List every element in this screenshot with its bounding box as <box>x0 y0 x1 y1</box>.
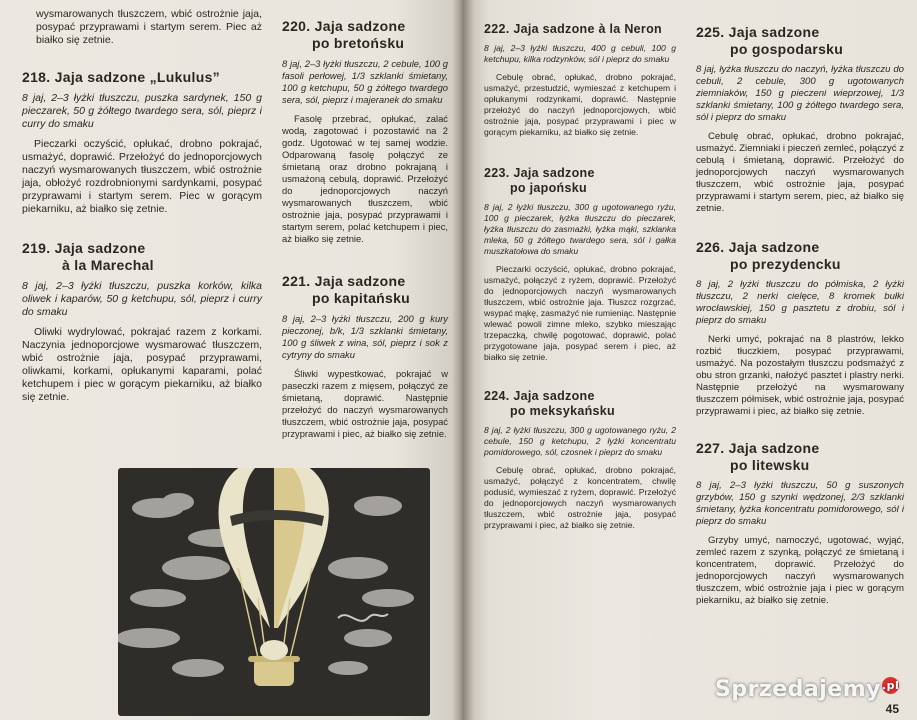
recipe-title <box>696 239 904 273</box>
recipe-226 <box>696 239 904 418</box>
sprzedajemy-watermark <box>715 677 899 702</box>
recipe-number: 227. <box>696 440 725 456</box>
recipe-name: Jaja sadzone „Lukulus” <box>54 69 220 85</box>
recipe-method: Pieczarki oczyścić, opłukać, drobno pokrajać, usmażyć, połączyć z ryżem, doprawić. Przełożyć do jednoporcjowych naczyń wysmarowanych tłuszczem, wbić ostrożnie jaja. Tłuszcz rozgrzać, wsypać mąkę, zasmażyć nie rumieniąc. Następnie wlewać powoli zimne mleko, szybko mieszając trzepaczką, chwilę pogotować, doprawić, polać przygotowane jaja, posypać serem i piec, aż białko się zetnie. <box>484 264 677 362</box>
recipe-ingredients: 8 jaj, 2–3 łyżki tłuszczu, 400 g cebuli, 100 g ketchupu, kilka rodzynków, sól i pieprz do smaku <box>484 43 676 64</box>
balloon-envelope <box>219 468 329 628</box>
recipe-subtitle: po meksykańsku <box>510 404 615 418</box>
recipe-name: Jaja sadzone <box>728 239 820 255</box>
recipe-227 <box>696 440 904 607</box>
left-page-column-2 <box>282 18 448 440</box>
recipe-title <box>484 389 676 419</box>
recipe-method: Cebulę obrać, opłukać, drobno pokrajać, usmażyć, przestudzić, wymieszać z ketchupem i opłukanymi rodzynkami, doprawić. Następnie przełożyć do naczyń jednoporcjowych, wbić ostrożnie jaja, posypać przyprawami i piec w gorącym piekarniku, aż białko się zetnie. <box>484 72 676 137</box>
recipe-subtitle: po litewsku <box>730 457 810 473</box>
recipe-number: 225. <box>696 24 725 40</box>
recipe-name: Jaja sadzone <box>513 389 595 403</box>
recipe-name: Jaja sadzone <box>728 440 820 456</box>
recipe-ingredients: 8 jaj, 2–3 łyżki tłuszczu, puszka korków, kilka oliwek i kaparów, 50 g ketchupu, sól, pieprz i curry do smaku <box>22 280 262 318</box>
recipe-method: Cebulę obrać, opłukać, drobno pokrajać, usmażyć, połączyć z koncentratem, chwilę podusić, wymieszać z ryżem, doprawić. Przełożyć do jednoporcjowych naczyń wysmarowanych tłuszczem, wbić ostrożnie jaja, posypać przyprawami i piec, aż białko się zetnie. <box>484 465 676 530</box>
recipe-name: Jaja sadzone <box>314 18 406 34</box>
watermark-badge: .pl <box>882 679 900 692</box>
right-page <box>462 0 917 720</box>
recipe-method: Pieczarki oczyścić, opłukać, drobno pokrajać, usmażyć, doprawić. Przełożyć do jednoporcjowych naczyń wysmarowanych tłuszczem, wbić ostrożnie jaja, obłożyć rozdrobnionymi sardynkami, posypać przyprawami i startym serem. Piec w gorącym piekarniku, aż białko się zetnie. <box>22 138 262 215</box>
recipe-subtitle: à la Marechal <box>62 257 154 273</box>
recipe-ingredients: 8 jaj, 2–3 łyżki tłuszczu, 50 g suszonych grzybów, 150 g szynki wędzonej, 2/3 szklanki śmietany, łyżka koncentratu pomidorowego, sól i pieprz do smaku <box>696 480 904 527</box>
recipe-ingredients: 8 jaj, 2 łyżki tłuszczu do półmiska, 2 łyżki tłuszczu, 2 nerki cielęce, 8 kromek bułki wrocławskiej, 150 g pasztetu z drobiu, sól i pieprz do smaku <box>696 279 904 326</box>
recipe-title <box>696 24 904 58</box>
recipe-name: Jaja sadzone <box>728 24 820 40</box>
recipe-224 <box>484 389 676 531</box>
watermark-text: Sprzedajemy <box>715 677 881 702</box>
recipe-title <box>22 69 262 86</box>
recipe-223 <box>484 166 676 363</box>
recipe-number: 221. <box>282 273 311 289</box>
recipe-title <box>484 166 676 196</box>
recipe-method: Cebulę obrać, opłukać, drobno pokrajać, usmażyć. Ziemniaki i pieczeń zemleć, połączyć z cebulą i śmietaną, doprawić. Przełożyć do jednoporcjowych naczyń wysmarowanych tłuszczem, wbić ostrożnie jaja, posypać przyprawami i startym serem, piec, aż białko się zetnie. <box>696 131 904 214</box>
left-page-column-1 <box>22 8 262 404</box>
hot-air-balloon-illustration <box>118 468 430 716</box>
recipe-name: Jaja sadzone <box>513 166 595 180</box>
recipe-225 <box>696 24 904 215</box>
recipe-number: 219. <box>22 240 51 256</box>
recipe-method: Nerki umyć, pokrajać na 8 plastrów, lekko rozbić tłuczkiem, posypać przyprawami, usmażyć. Na pozostałym tłuszczu podsmażyć z obu stron grzanki, nałożyć pasztet i plastry nerki. Następnie przełożyć na wysmarowany tłuszczem półmisek, wbić ostrożnie jaja, posypać przyprawami i piec, aż białko się zetnie. <box>696 334 904 417</box>
balloon-drawing <box>118 468 430 716</box>
recipe-subtitle: po prezydencku <box>730 256 841 272</box>
recipe-ingredients: 8 jaj, łyżka tłuszczu do naczyń, łyżka tłuszczu do cebuli, 2 cebule, 300 g ugotowanych ziemniaków, 150 g pieczeni wieprzowej, 1/3 szklanki śmietany, 100 g żółtego twardego sera, sól i pieprz do smaku <box>696 64 904 123</box>
recipe-name: Jaja sadzone <box>54 240 146 256</box>
recipe-method: Śliwki wypestkować, pokrajać w paseczki razem z mięsem, połączyć ze śmietaną, doprawić. Następnie przełożyć do naczyń wysmarowanych tłuszczem, wbić ostrożnie jaja, posypać przyprawami i piec, aż białko się zetnie. <box>282 368 448 439</box>
recipe-ingredients: 8 jaj, 2–3 łyżki tłuszczu, 2 cebule, 100 g fasoli perłowej, 1/3 szklanki śmietany, 100 g ketchupu, 50 g żółtego twardego sera, sól, pieprz i majeranek do smaku <box>282 58 448 105</box>
page-number: 45 <box>885 702 899 716</box>
recipe-number: 224. <box>484 389 510 403</box>
recipe-number: 218. <box>22 69 51 85</box>
recipe-number: 220. <box>282 18 311 34</box>
recipe-subtitle: po gospodarsku <box>730 41 844 57</box>
recipe-ingredients: 8 jaj, 2–3 łyżki tłuszczu, 200 g kury pieczonej, b/k, 1/3 szklanki śmietany, 100 g śliwek z wina, sól, pieprz i sok z cytryny do smaku <box>282 313 448 360</box>
recipe-method: Grzyby umyć, namoczyć, ugotować, wyjąć, zemleć razem z szynką, połączyć ze śmietaną i koncentratem, doprawić. Przełożyć do jednoporcjowych naczyń wysmarowanych tłuszczem, wbić ostrożnie jaja i piec w gorącym piekarniku, aż białko się zetnie. <box>696 535 904 606</box>
continuation-text: wysmarowanych tłuszczem, wbić ostrożnie jaja, posypać przyprawami i startym serem. Piec aż białko się zetnie. <box>36 8 262 46</box>
recipe-method: Oliwki wydrylować, pokrajać razem z korkami. Naczynia jednoporcjowe wysmarować tłuszczem, wbić ostrożnie jaja, posypać przyprawami, oliwkami, korkami, opłukanymi kaparami, polać ketchupem i piec w gorącym piekarniku, aż białko się zetnie. <box>22 326 262 403</box>
recipe-ingredients: 8 jaj, 2–3 łyżki tłuszczu, puszka sardynek, 150 g pieczarek, 50 g żółtego twardego sera, sól, pieprz i curry do smaku <box>22 92 262 130</box>
recipe-number: 222. <box>484 22 510 36</box>
recipe-subtitle: po bretońsku <box>312 35 405 51</box>
recipe-221 <box>282 273 448 440</box>
right-page-column-2 <box>696 24 904 607</box>
recipe-title <box>22 240 262 274</box>
recipe-number: 223. <box>484 166 510 180</box>
recipe-222 <box>484 22 676 138</box>
book-gutter <box>452 0 474 720</box>
recipe-title <box>484 22 676 37</box>
recipe-ingredients: 8 jaj, 2 łyżki tłuszczu, 300 g ugotowanego ryżu, 100 g pieczarek, łyżka tłuszczu do pieczarek, łyżka tłuszczu do zasmażki, łyżka mąki, szklanka mleka, 50 g żółtego twardego sera, sól i gałka muszkatołowa do smaku <box>484 202 676 256</box>
recipe-subtitle: po kapitańsku <box>312 290 411 306</box>
recipe-method: Fasolę przebrać, opłukać, zalać wodą, zagotować i pozostawić na 2 godz. Ugotować w tej samej wodzie. Odparowaną fasolę połączyć ze śmietaną oraz drobno pokrajaną i usmażoną cebulą, doprawić. Przełożyć do jednoporcjowych naczyń wysmarowanych tłuszczem, wbić ostrożnie jaja, posypać przyprawami i startym serem, polać ketchupem i piec, aż białko się zetnie. <box>282 113 448 244</box>
recipe-title <box>282 273 448 307</box>
recipe-ingredients: 8 jaj, 2 łyżki tłuszczu, 300 g ugotowanego ryżu, 2 cebule, 150 g ketchupu, 2 łyżki koncentratu pomidorowego, sól, czosnek i pieprz do smaku <box>484 425 676 457</box>
recipe-name: Jaja sadzone à la Neron <box>513 22 662 36</box>
recipe-name: Jaja sadzone <box>314 273 406 289</box>
recipe-number: 226. <box>696 239 725 255</box>
right-page-column-1 <box>484 22 676 531</box>
smoke-squiggle <box>338 614 388 621</box>
recipe-title <box>696 440 904 474</box>
recipe-subtitle: po japońsku <box>510 181 587 195</box>
recipe-title <box>282 18 448 52</box>
recipe-220 <box>282 18 448 245</box>
recipe-218 <box>22 69 262 216</box>
recipe-219 <box>22 240 262 404</box>
